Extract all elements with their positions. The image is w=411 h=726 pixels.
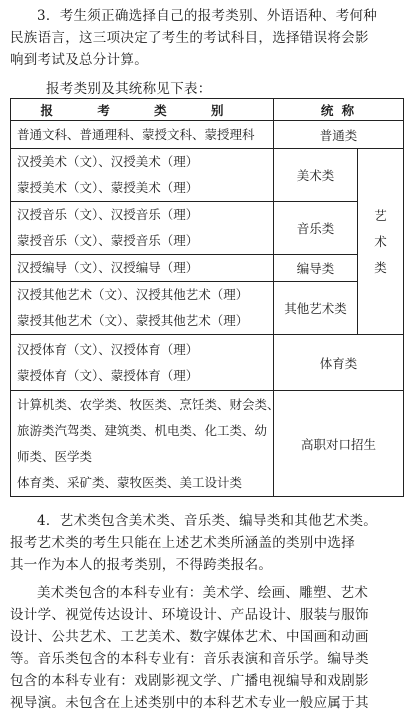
section-4-line: 其一作为本人的报考类别，不得跨类报名。 [10, 557, 273, 573]
section-4-line: 4．艺术类包含美术类、音乐类、编导类和其他艺术类。 [37, 513, 378, 529]
category-line: 旅游类汽驾类、建筑类、机电类、化工类、幼 [17, 422, 268, 438]
category-cell-vocational [11, 391, 280, 497]
name-cell-fine-art: 美术类 [274, 149, 358, 202]
category-cell-fine-art [11, 149, 274, 202]
category-line: 汉授其他艺术（文）、汉授其他艺术（理） [17, 287, 249, 302]
intro-paragraph [10, 5, 404, 71]
intro-line: 3．考生须正确选择自己的报考类别、外语语种、考何种 [37, 8, 378, 24]
category-line: 体育类、采矿类、蒙牧医类、美工设计类 [17, 474, 243, 490]
section-5-line: 设计学、视觉传达设计、环境设计、产品设计、服装与服饰 [10, 607, 369, 623]
table-row [11, 282, 404, 335]
name-cell-vocational: 高职对口招生 [274, 391, 404, 497]
section-4-paragraph [10, 510, 404, 576]
name-cell-other-art: 其他艺术类 [274, 282, 358, 335]
table-row [11, 149, 404, 202]
section-5-line: 美术类包含的本科专业有：美术学、绘画、雕塑、艺术 [37, 585, 369, 601]
name-cell-music: 音乐类 [274, 202, 358, 255]
category-line: 蒙授美术（文）、蒙授美术（理） [17, 180, 199, 195]
category-line: 汉授体育（文）、汉授体育（理） [17, 341, 199, 357]
intro-line: 响到考试及总分计算。 [10, 52, 148, 68]
category-line: 师类、医学类 [17, 448, 93, 464]
intro-line: 民族语言，这三项决定了考生的考试科目，选择错误将会影 [10, 30, 369, 46]
table-row [11, 121, 404, 149]
section-5-line: 等。音乐类包含的本科专业有：音乐表演和音乐学。编导类 [10, 651, 369, 667]
category-cell-directing [11, 255, 274, 282]
table-row [11, 391, 404, 497]
category-cell-sports [11, 335, 274, 391]
category-cell-other-art [11, 282, 274, 335]
art-group-char: 类 [374, 259, 387, 275]
table-caption: 报考类别及其统称见下表： [46, 81, 212, 97]
header-category: 报 考 类 别 [11, 99, 274, 121]
category-cell-music [11, 202, 274, 255]
art-group-cell [358, 149, 404, 335]
category-line: 计算机类、农学类、牧医类、烹饪类、财会类、 [17, 396, 280, 412]
section-5-line: 视导演。未包含在上述类别中的本科艺术专业一般应属于其 [10, 695, 369, 711]
table-row [11, 202, 404, 255]
category-cell-general [11, 121, 274, 149]
category-line: 普通文科、普通理科、蒙授文科、蒙授理科 [17, 126, 255, 142]
category-line: 汉授美术（文）、汉授美术（理） [17, 154, 199, 169]
section-4-line: 报考艺术类的考生只能在上述艺术类所涵盖的类别中选择 [10, 535, 355, 551]
category-table [10, 98, 404, 497]
art-group-char: 艺 [374, 207, 387, 223]
header-name: 统 称 [274, 99, 404, 121]
table-header-row [11, 99, 404, 121]
category-line: 汉授编导（文）、汉授编导（理） [17, 260, 199, 275]
category-line: 蒙授体育（文）、蒙授体育（理） [17, 367, 199, 383]
name-cell-general: 普通类 [274, 121, 404, 149]
art-group-char: 术 [374, 233, 387, 249]
name-cell-directing: 编导类 [274, 255, 358, 282]
section-5-line: 设计、公共艺术、工艺美术、数字媒体艺术、中国画和动画 [10, 629, 369, 645]
category-line: 蒙授其他艺术（文）、蒙授其他艺术（理） [17, 313, 249, 328]
section-5-line: 包含的本科专业有：戏剧影视文学、广播电视编导和戏剧影 [10, 673, 369, 689]
category-line: 汉授音乐（文）、汉授音乐（理） [17, 207, 199, 222]
table-row [11, 335, 404, 391]
section-5-paragraph [10, 582, 404, 714]
category-line: 蒙授音乐（文）、蒙授音乐（理） [17, 233, 199, 248]
name-cell-sports: 体育类 [274, 335, 404, 391]
table-row [11, 255, 404, 282]
